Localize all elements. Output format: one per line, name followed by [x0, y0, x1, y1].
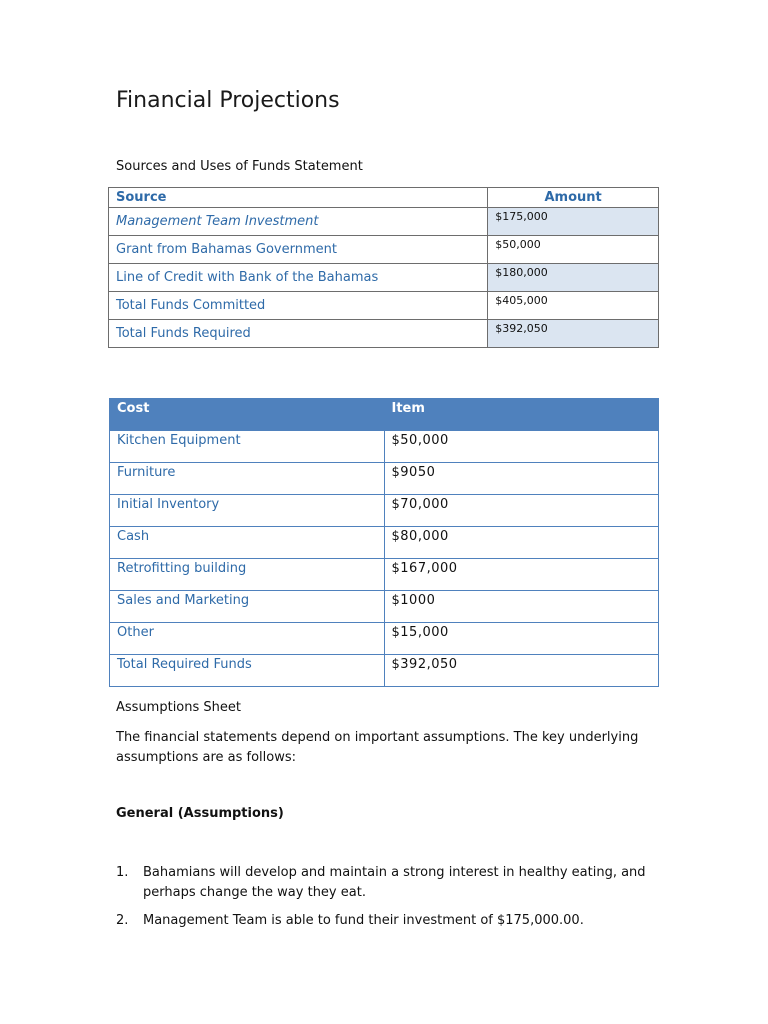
table-row	[109, 292, 659, 320]
table-row	[110, 623, 659, 655]
cost-cell: Sales and Marketing	[110, 591, 385, 623]
table-row	[110, 463, 659, 495]
item-cell: $167,000	[384, 559, 659, 591]
source-cell: Line of Credit with Bank of the Bahamas	[109, 264, 488, 292]
cost-cell: Retrofitting building	[110, 559, 385, 591]
cost-header: Cost	[110, 399, 385, 431]
cost-cell: Total Required Funds	[110, 655, 385, 687]
table-row	[110, 655, 659, 687]
cost-cell: Cash	[110, 527, 385, 559]
item-header: Item	[384, 399, 659, 431]
general-heading: General (Assumptions)	[116, 806, 284, 821]
cost-cell: Kitchen Equipment	[110, 431, 385, 463]
list-item	[116, 863, 656, 903]
item-cell: $392,050	[384, 655, 659, 687]
cost-cell: Initial Inventory	[110, 495, 385, 527]
amount-cell: $175,000	[488, 208, 659, 236]
amount-cell: $405,000	[488, 292, 659, 320]
amount-header: Amount	[488, 188, 659, 208]
item-cell: $50,000	[384, 431, 659, 463]
item-cell: $80,000	[384, 527, 659, 559]
table-row	[109, 236, 659, 264]
item-cell: $70,000	[384, 495, 659, 527]
table-row	[109, 264, 659, 292]
table-row	[109, 320, 659, 348]
amount-cell: $180,000	[488, 264, 659, 292]
sources-table	[108, 187, 659, 348]
source-cell: Management Team Investment	[109, 208, 488, 236]
source-cell: Total Funds Required	[109, 320, 488, 348]
list-item	[116, 911, 656, 931]
table-row	[110, 559, 659, 591]
source-header: Source	[109, 188, 488, 208]
sources-header-row	[109, 188, 659, 208]
cost-cell: Other	[110, 623, 385, 655]
list-text: Bahamians will develop and maintain a strong interest in healthy eating, and perhaps change the way they eat.	[143, 865, 646, 900]
cost-cell: Furniture	[110, 463, 385, 495]
amount-cell: $50,000	[488, 236, 659, 264]
assumptions-list	[116, 863, 656, 939]
assumptions-title: Assumptions Sheet	[116, 700, 241, 715]
table-row	[109, 208, 659, 236]
list-text: Management Team is able to fund their investment of $175,000.00.	[143, 913, 584, 928]
item-cell: $9050	[384, 463, 659, 495]
table-row	[110, 495, 659, 527]
uses-header-row	[110, 399, 659, 431]
item-cell: $1000	[384, 591, 659, 623]
table-row	[110, 431, 659, 463]
item-cell: $15,000	[384, 623, 659, 655]
table-row	[110, 591, 659, 623]
source-cell: Grant from Bahamas Government	[109, 236, 488, 264]
table-row	[110, 527, 659, 559]
assumptions-intro: The financial statements depend on important assumptions. The key underlying assumptions are as follows:	[116, 730, 639, 765]
amount-cell: $392,050	[488, 320, 659, 348]
list-number: 2.	[116, 913, 129, 928]
source-cell: Total Funds Committed	[109, 292, 488, 320]
page-title: Financial Projections	[116, 88, 340, 113]
sources-heading: Sources and Uses of Funds Statement	[116, 159, 363, 174]
list-number: 1.	[116, 865, 129, 880]
uses-table	[109, 398, 659, 687]
